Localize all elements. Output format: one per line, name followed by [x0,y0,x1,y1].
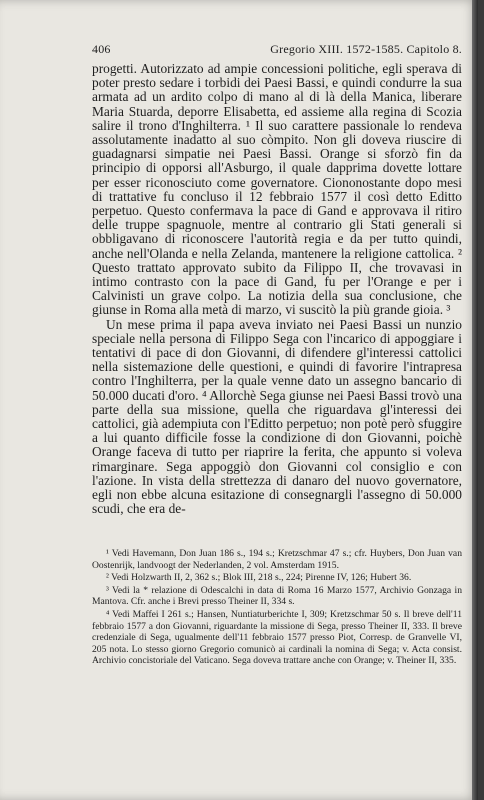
running-title: Gregorio XIII. 1572-1585. Capitolo 8. [270,42,462,56]
footnote: ³ Vedi la * relazione di Odescalchi in data di Roma 16 Marzo 1577, Archivio Gonzaga in Mantova. Cfr. anche i Brevi presso Theiner II, 334 s. [92,584,462,608]
footnote: ⁴ Vedi Maffei I 261 s.; Hansen, Nuntiaturberichte I, 309; Kretzschmar 50 s. Il breve dell'11 febbraio 1577 a don Giovanni, riguardante la missione di Sega, presso Theiner II, 333. Il breve credenziale di Sega, ugualmente dell'11 febbraio 1577 presso Piot, Corresp. de Granvelle VI, 205 nota. Lo stesso giorno Gregorio comunicò ai cardinali la nomina di Sega; v. Acta consist. Archivio concistoriale del Vaticano. Sega doveva trattare anche con Orange; v. Theiner II, 335. [92,608,462,667]
paragraph: progetti. Autorizzato ad ampie concessioni politiche, egli sperava di poter presto sedare i torbidi dei Paesi Bassi, e quindi condurre la sua armata ad un ardito colpo di mano al di là della Manica, liberare Maria Stuarda, deporre Elisabetta, ed assieme alla regina di Scozia salire il trono d'Inghilterra. ¹ Il suo carattere passionale lo rendeva assolutamente inadatto al suo còmpito. Non gli doveva riuscire di guadagnarsi simpatie nei Paesi Bassi. Orange si sforzò fin da principio di opporsi all'Asburgo, il quale dapprima dovette lottare per esser riconosciuto come governatore. Ciononostante dopo mesi di trattative fu concluso il 12 febbraio 1577 il così detto Editto perpetuo. Questo confermava la pace di Gand e approvava il ritiro delle truppe spagnuole, mentre al contrario gli Stati generali si obbligavano di riconoscere l'autorità regia e da per tutto quindi, anche nell'Olanda e nella Zelanda, mantenere la religione cattolica. ² Questo trattato approvato subito da Filippo II, che trovavasi in intimo contrasto con la pace di Gand, fu per l'Orange e per i Calvinisti un grave colpo. La notizia della sua conclusione, che giunse in Roma alla metà di marzo, vi suscitò la più grande gioia. ³ [92,61,462,318]
main-text [92,62,462,517]
footnote: ² Vedi Holzwarth II, 2, 362 s.; Blok III, 218 s., 224; Pirenne IV, 126; Hubert 36. [106,572,412,584]
paragraph: Un mese prima il papa aveva inviato nei Paesi Bassi un nunzio speciale nella persona di Filippo Sega con l'incarico di appoggiare i tentativi di pace di don Giovanni, di difendere gl'interessi cattolici nella sistemazione delle questioni, e quindi di favorire l'intrapresa contro l'Inghilterra, per la quale venne dato un assegno bancario di 50.000 ducati d'oro. ⁴ Allorchè Sega giunse nei Paesi Bassi trovò una parte della sua missione, quella che riguardava gl'interessi dei cattolici, già adempiuta con l'Editto perpetuo; non potè però sfuggire a lui quanto difficile fosse la condizione di don Giovanni, poichè Orange faceva di tutto per riaprire la ferita, che appunto si voleva rimarginare. Sega appoggiò don Giovanni col consiglio e con l'azione. In vista della strettezza di danaro del nuovo governatore, egli non ebbe alcuna esitazione di consegnargli l'assegno di 50.000 scudi, che era de- [92,316,462,517]
page-number: 406 [92,42,111,56]
footnotes [92,548,462,668]
page-edge-shadow [472,0,478,800]
footnote: ¹ Vedi Havemann, Don Juan 186 s., 194 s.; Kretzschmar 47 s.; cfr. Huybers, Don Juan van Oostenrijk, landvoogt der Nederlanden, 2 vol. Amsterdam 1915. [92,548,462,571]
